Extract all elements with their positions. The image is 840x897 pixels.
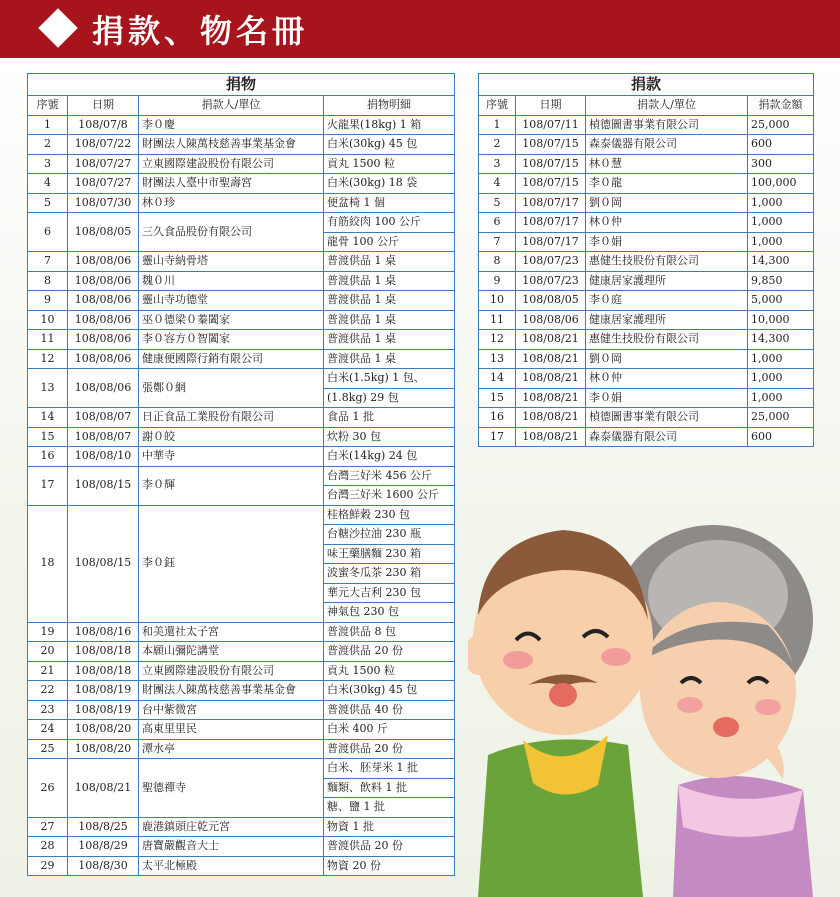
table-row [479, 291, 814, 311]
row-item-detail: 普渡供品 1 桌 [324, 252, 455, 272]
row-number: 9 [28, 291, 68, 311]
row-number: 18 [28, 505, 68, 622]
row-amount: 14,300 [748, 252, 814, 272]
row-item-detail: 桂格鮮穀 230 包 [324, 505, 455, 525]
row-date: 108/08/21 [516, 349, 586, 369]
row-item-detail: 普渡供品 1 桌 [324, 271, 455, 291]
row-date: 108/08/18 [68, 642, 139, 662]
row-date: 108/08/21 [516, 330, 586, 350]
table-row [28, 759, 455, 779]
row-number: 3 [28, 154, 68, 174]
row-donor: 財團法人陳萬枝慈善事業基金會 [139, 681, 324, 701]
table-row [479, 427, 814, 447]
row-item-detail: 龍骨 100 公斤 [324, 232, 455, 252]
row-date: 108/08/16 [68, 622, 139, 642]
table-row [28, 447, 455, 467]
table-row [28, 135, 455, 155]
row-number: 19 [28, 622, 68, 642]
row-number: 4 [28, 174, 68, 194]
column-header: 序號 [28, 96, 68, 116]
table-row [28, 622, 455, 642]
row-donor: 林０珍 [139, 193, 324, 213]
row-date: 108/08/19 [68, 700, 139, 720]
row-item-detail: 波蜜冬瓜茶 230 箱 [324, 564, 455, 584]
row-number: 27 [28, 817, 68, 837]
row-item-detail: (1.8kg) 29 包 [324, 388, 455, 408]
table-row [28, 700, 455, 720]
row-date: 108/07/30 [68, 193, 139, 213]
row-item-detail: 白米(30kg) 18 袋 [324, 174, 455, 194]
table-row [28, 642, 455, 662]
row-donor: 唐寶嚴觀音大士 [139, 837, 324, 857]
row-item-detail: 白米(30kg) 45 包 [324, 135, 455, 155]
table-row [28, 369, 455, 389]
row-item-detail: 台糖沙拉油 230 瓶 [324, 525, 455, 545]
column-header: 日期 [516, 96, 586, 116]
table-row [28, 271, 455, 291]
row-item-detail: 台灣三好米 1600 公斤 [324, 486, 455, 506]
row-amount: 600 [748, 135, 814, 155]
row-donor: 健康居家護理所 [586, 310, 748, 330]
table-row [479, 154, 814, 174]
row-amount: 25,000 [748, 408, 814, 428]
row-amount: 1,000 [748, 232, 814, 252]
row-donor: 劉０岡 [586, 193, 748, 213]
row-donor: 李０娟 [586, 388, 748, 408]
table-row [28, 856, 455, 876]
row-item-detail: 有筋絞肉 100 公斤 [324, 213, 455, 233]
row-number: 12 [479, 330, 516, 350]
column-header: 捐款人/單位 [139, 96, 324, 116]
row-item-detail: 食品 1 批 [324, 408, 455, 428]
row-donor: 李０鈺 [139, 505, 324, 622]
row-amount: 600 [748, 427, 814, 447]
row-date: 108/07/27 [68, 154, 139, 174]
title-banner [0, 0, 840, 58]
row-number: 7 [479, 232, 516, 252]
row-donor: 森泰儀器有限公司 [586, 135, 748, 155]
table-row [479, 310, 814, 330]
row-item-detail: 普渡供品 1 桌 [324, 330, 455, 350]
row-donor: 森泰儀器有限公司 [586, 427, 748, 447]
row-amount: 25,000 [748, 115, 814, 135]
row-item-detail: 普渡供品 1 桌 [324, 291, 455, 311]
table-row [28, 115, 455, 135]
row-number: 11 [479, 310, 516, 330]
row-date: 108/07/23 [516, 271, 586, 291]
row-number: 5 [28, 193, 68, 213]
row-item-detail: 普渡供品 40 份 [324, 700, 455, 720]
table-row [28, 505, 455, 525]
table-row [28, 154, 455, 174]
row-donor: 靈山寺納骨塔 [139, 252, 324, 272]
row-donor: 財團法人陳萬枝慈善事業基金會 [139, 135, 324, 155]
table-row [28, 193, 455, 213]
row-donor: 太平北極殿 [139, 856, 324, 876]
row-number: 4 [479, 174, 516, 194]
row-item-detail: 普渡供品 20 份 [324, 837, 455, 857]
row-number: 20 [28, 642, 68, 662]
row-number: 1 [479, 115, 516, 135]
row-number: 14 [479, 369, 516, 389]
row-date: 108/08/06 [68, 349, 139, 369]
row-donor: 財團法人臺中市聖壽宮 [139, 174, 324, 194]
row-date: 108/08/19 [68, 681, 139, 701]
row-donor: 靈山寺功德堂 [139, 291, 324, 311]
row-date: 108/08/15 [68, 505, 139, 622]
table-row [28, 837, 455, 857]
table-row [479, 271, 814, 291]
table-row [28, 349, 455, 369]
table-row [479, 408, 814, 428]
row-amount: 9,850 [748, 271, 814, 291]
row-donor: 惠健生技股份有限公司 [586, 252, 748, 272]
row-amount: 1,000 [748, 193, 814, 213]
row-date: 108/07/17 [516, 213, 586, 233]
row-donor: 張鄭０網 [139, 369, 324, 408]
row-number: 15 [28, 427, 68, 447]
row-donor: 魏０川 [139, 271, 324, 291]
table-row [479, 213, 814, 233]
row-number: 15 [479, 388, 516, 408]
row-date: 108/08/06 [68, 252, 139, 272]
row-donor: 立東國際建設股份有限公司 [139, 661, 324, 681]
row-item-detail: 麵類、飲料 1 批 [324, 778, 455, 798]
row-number: 16 [479, 408, 516, 428]
row-date: 108/08/05 [68, 213, 139, 252]
row-donor: 謝０皎 [139, 427, 324, 447]
row-donor: 中華寺 [139, 447, 324, 467]
row-donor: 李０容方０智闔家 [139, 330, 324, 350]
row-number: 2 [479, 135, 516, 155]
row-item-detail: 便盆椅 1 個 [324, 193, 455, 213]
row-donor: 李０慶 [139, 115, 324, 135]
row-number: 25 [28, 739, 68, 759]
table-row [28, 291, 455, 311]
row-date: 108/08/15 [68, 466, 139, 505]
row-date: 108/07/15 [516, 135, 586, 155]
column-header: 捐款人/單位 [586, 96, 748, 116]
table-row [28, 174, 455, 194]
row-date: 108/08/21 [516, 408, 586, 428]
table-row [28, 213, 455, 233]
row-item-detail: 物資 1 批 [324, 817, 455, 837]
row-amount: 14,300 [748, 330, 814, 350]
column-header: 序號 [479, 96, 516, 116]
row-donor: 楨德圖書事業有限公司 [586, 115, 748, 135]
row-number: 14 [28, 408, 68, 428]
table-row [479, 174, 814, 194]
row-number: 24 [28, 720, 68, 740]
column-header: 捐物明細 [324, 96, 455, 116]
row-number: 28 [28, 837, 68, 857]
cash-table-caption: 捐款 [479, 74, 814, 96]
row-donor: 巫０德梁０蓁闔家 [139, 310, 324, 330]
row-date: 108/08/07 [68, 427, 139, 447]
row-item-detail: 糖、鹽 1 批 [324, 798, 455, 818]
row-number: 7 [28, 252, 68, 272]
table-row [28, 661, 455, 681]
row-date: 108/07/15 [516, 174, 586, 194]
row-donor: 潭水亭 [139, 739, 324, 759]
table-row [28, 681, 455, 701]
row-donor: 聖德禪寺 [139, 759, 324, 818]
cash-donation-table [478, 73, 814, 447]
row-number: 22 [28, 681, 68, 701]
row-amount: 1,000 [748, 369, 814, 389]
row-donor: 楨德圖書事業有限公司 [586, 408, 748, 428]
table-row [28, 466, 455, 486]
row-date: 108/08/21 [516, 369, 586, 389]
row-date: 108/08/06 [68, 330, 139, 350]
row-amount: 5,000 [748, 291, 814, 311]
row-item-detail: 物資 20 份 [324, 856, 455, 876]
row-amount: 300 [748, 154, 814, 174]
row-date: 108/08/06 [68, 369, 139, 408]
row-date: 108/08/20 [68, 720, 139, 740]
table-row [28, 310, 455, 330]
page-title: 捐款、物名冊 [92, 12, 309, 50]
row-item-detail: 貢丸 1500 粒 [324, 661, 455, 681]
goods-table-caption: 捐物 [28, 74, 455, 96]
row-date: 108/08/07 [68, 408, 139, 428]
table-row [479, 349, 814, 369]
table-row [28, 330, 455, 350]
row-number: 17 [479, 427, 516, 447]
row-date: 108/08/20 [68, 739, 139, 759]
row-item-detail: 普渡供品 20 份 [324, 642, 455, 662]
row-donor: 林０仲 [586, 369, 748, 389]
row-number: 5 [479, 193, 516, 213]
row-item-detail: 炊粉 30 包 [324, 427, 455, 447]
row-amount: 1,000 [748, 388, 814, 408]
table-row [479, 115, 814, 135]
row-date: 108/8/25 [68, 817, 139, 837]
row-donor: 三久食品股份有限公司 [139, 213, 324, 252]
table-row [479, 193, 814, 213]
row-item-detail: 白米(14kg) 24 包 [324, 447, 455, 467]
row-number: 10 [28, 310, 68, 330]
row-date: 108/07/23 [516, 252, 586, 272]
row-item-detail: 普渡供品 1 桌 [324, 310, 455, 330]
row-donor: 日正食品工業股份有限公司 [139, 408, 324, 428]
row-item-detail: 白米(1.5kg) 1 包、 [324, 369, 455, 389]
row-item-detail: 台灣三好米 456 公斤 [324, 466, 455, 486]
row-date: 108/08/21 [516, 427, 586, 447]
elderly-couple-illustration [468, 515, 840, 897]
row-donor: 立東國際建設股份有限公司 [139, 154, 324, 174]
row-donor: 健康居家護理所 [586, 271, 748, 291]
row-number: 29 [28, 856, 68, 876]
row-donor: 李０輝 [139, 466, 324, 505]
row-donor: 健康便國際行銷有限公司 [139, 349, 324, 369]
row-amount: 10,000 [748, 310, 814, 330]
row-donor: 和美還社太子宮 [139, 622, 324, 642]
row-item-detail: 普渡供品 8 包 [324, 622, 455, 642]
column-header: 捐款金額 [748, 96, 814, 116]
row-date: 108/07/27 [68, 174, 139, 194]
row-amount: 1,000 [748, 213, 814, 233]
row-donor: 李０娟 [586, 232, 748, 252]
table-row [479, 330, 814, 350]
row-donor: 台中紫微宮 [139, 700, 324, 720]
table-row [28, 739, 455, 759]
row-date: 108/07/11 [516, 115, 586, 135]
row-number: 10 [479, 291, 516, 311]
row-item-detail: 白米、胚芽米 1 批 [324, 759, 455, 779]
row-date: 108/07/22 [68, 135, 139, 155]
row-item-detail: 華元大吉利 230 包 [324, 583, 455, 603]
row-item-detail: 味王藥膳麵 230 箱 [324, 544, 455, 564]
row-number: 11 [28, 330, 68, 350]
table-row [28, 408, 455, 428]
row-number: 2 [28, 135, 68, 155]
row-number: 16 [28, 447, 68, 467]
goods-donation-table [27, 73, 455, 876]
row-date: 108/08/06 [68, 291, 139, 311]
table-row [28, 817, 455, 837]
row-donor: 惠健生技股份有限公司 [586, 330, 748, 350]
row-donor: 高東里里民 [139, 720, 324, 740]
row-date: 108/08/05 [516, 291, 586, 311]
row-item-detail: 神氣包 230 包 [324, 603, 455, 623]
row-date: 108/08/10 [68, 447, 139, 467]
table-row [28, 252, 455, 272]
row-date: 108/07/17 [516, 193, 586, 213]
row-item-detail: 普渡供品 20 份 [324, 739, 455, 759]
row-date: 108/8/30 [68, 856, 139, 876]
row-number: 3 [479, 154, 516, 174]
row-donor: 本願山彌陀講堂 [139, 642, 324, 662]
row-donor: 林０仲 [586, 213, 748, 233]
row-donor: 鹿港鎮頭庄乾元宮 [139, 817, 324, 837]
row-date: 108/07/15 [516, 154, 586, 174]
table-row [28, 427, 455, 447]
row-date: 108/08/06 [68, 310, 139, 330]
row-amount: 100,000 [748, 174, 814, 194]
row-number: 6 [28, 213, 68, 252]
row-date: 108/07/17 [516, 232, 586, 252]
row-donor: 李０龍 [586, 174, 748, 194]
row-item-detail: 貢丸 1500 粒 [324, 154, 455, 174]
row-item-detail: 白米(30kg) 45 包 [324, 681, 455, 701]
row-date: 108/08/21 [68, 759, 139, 818]
table-row [479, 388, 814, 408]
row-number: 17 [28, 466, 68, 505]
row-number: 6 [479, 213, 516, 233]
table-row [479, 369, 814, 389]
row-donor: 林０慧 [586, 154, 748, 174]
table-row [479, 232, 814, 252]
row-date: 108/07/8 [68, 115, 139, 135]
row-number: 9 [479, 271, 516, 291]
row-number: 8 [28, 271, 68, 291]
row-date: 108/08/18 [68, 661, 139, 681]
table-row [479, 252, 814, 272]
column-header: 日期 [68, 96, 139, 116]
row-number: 12 [28, 349, 68, 369]
row-amount: 1,000 [748, 349, 814, 369]
row-number: 13 [479, 349, 516, 369]
row-item-detail: 白米 400 斤 [324, 720, 455, 740]
table-row [28, 720, 455, 740]
row-item-detail: 普渡供品 1 桌 [324, 349, 455, 369]
row-number: 13 [28, 369, 68, 408]
row-number: 1 [28, 115, 68, 135]
row-donor: 李０庭 [586, 291, 748, 311]
row-date: 108/08/06 [516, 310, 586, 330]
row-date: 108/8/29 [68, 837, 139, 857]
row-donor: 劉０岡 [586, 349, 748, 369]
table-row [479, 135, 814, 155]
row-number: 8 [479, 252, 516, 272]
row-date: 108/08/21 [516, 388, 586, 408]
row-number: 26 [28, 759, 68, 818]
row-item-detail: 火龍果(18kg) 1 箱 [324, 115, 455, 135]
row-number: 21 [28, 661, 68, 681]
diamond-icon [38, 8, 78, 48]
row-date: 108/08/06 [68, 271, 139, 291]
row-number: 23 [28, 700, 68, 720]
